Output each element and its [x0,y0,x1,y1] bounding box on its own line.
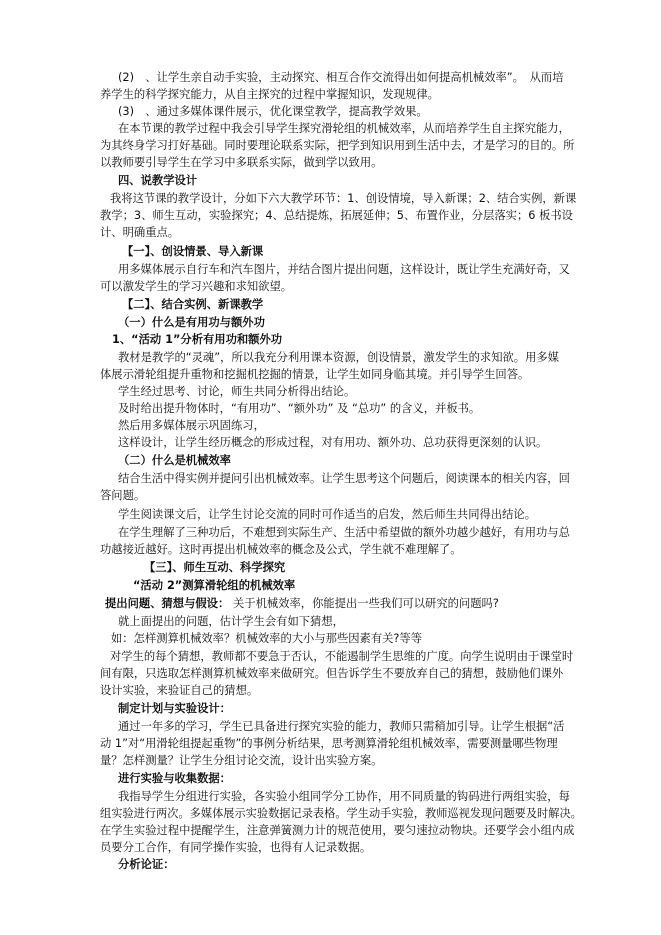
paragraph-line: 在学生理解了三种功后，不难想到实际生产、生活中希望做的额外功越少越好，有用功与总 [118,526,570,539]
step-heading: 进行实验与收集数据： [118,772,231,785]
paragraph-line: 就上面提出的问题，估计学生会有如下猜想， [118,615,344,628]
step-heading: 提出问题、猜想与假设： [105,597,230,610]
paragraph-line: 结合生活中得实例并提问引出机械效率。让学生思考这个问题后，阅读课本的相关内容，回 [118,472,570,485]
paragraph-line: 如：怎样测算机械效率？机械效率的大小与那些因素有关?等等 [111,632,423,645]
paragraph-line: 教材是教学的“灵魂”，所以我充分利用课本资源，创设情景，激发学生的求知欲。用多媒 [118,351,559,364]
paragraph-line: 以教师要引导学生在学习中多联系实际，做到学以致用。 [100,156,383,169]
paragraph-line: 间有限，只选取怎样测算机械效率来做研究。但告诉学生不要放弃自己的猜想，鼓励他们课外 [100,667,564,680]
paragraph-line: 功越接近越好。这时再提出机械效率的概念及公式，学生就不难理解了。 [100,543,462,556]
paragraph-line: 答问题。 [100,489,146,502]
paragraph-line: (2) 、让学生亲自动手实验，主动探究、相互合作交流得出如何提高机械效率”。 从而培 [118,71,564,84]
paragraph-line: 为其终身学习打好基础。同时要理论联系实际，把学到知识用到生活中去，才是学习的目的。所 [100,139,575,152]
paragraph-line: (3) 、通过多媒体课件展示，优化课堂教学，提高教学效果。 [118,105,428,118]
paragraph-line: 关于机械效率，你能提出一些我们可以研究的问题吗? [233,597,499,610]
subsection-heading: （二）什么是机械效率 [118,454,231,467]
paragraph-line: 在学生实验过程中提醒学生，注意弹簧测力计的规范使用，要匀速拉动物块。还要学会小组内成 [100,824,575,837]
paragraph-line: 通过一年多的学习，学生已具备进行探究实验的能力，教师只需稍加引导。让学生根据“活 [118,720,565,733]
paragraph-line: 我指导学生分组进行实验，各实验小组同学分工协作，用不同质量的钩码进行两组实验，每 [118,790,570,803]
paragraph-line: 量？怎样测量？让学生分组讨论交流，设计出实验方案。 [100,754,383,767]
section-heading: 四、说教学设计 [118,174,198,187]
section-heading: 【二】、结合实例、新课教学 [122,298,264,311]
paragraph-line: 计、明确重点。 [100,226,180,239]
step-heading: 制定计划与实验设计： [118,702,231,715]
paragraph-line: 这样设计，让学生经历概念的形成过程，对有用功、额外功、总功获得更深刻的认识。 [118,436,548,449]
subsection-heading: “活动 2”测算滑轮组的机械效率 [133,579,296,592]
paragraph-line: 体展示滑轮组提升重物和挖掘机挖掘的情景，让学生如同身临其境。并引导学生回答。 [100,368,530,381]
paragraph-line: 教学；3、师生互动，实验探究；4、总结提炼，拓展延伸；5、布置作业，分层落实；6 板书设 [100,209,573,222]
paragraph-line: 我将这节课的教学设计，分如下六大教学环节：1、创设情境，导入新课；2、结合实例，新课 [110,192,577,205]
paragraph-line: 养学生的科学探究能力，从自主探究的过程中掌握知识，发现规律。 [100,88,439,101]
paragraph-line: 用多媒体展示自行车和汽车图片，并结合图片提出问题，这样设计，既让学生充满好奇，又 [118,263,570,276]
paragraph-line: 然后用多媒体展示巩固练习， [118,419,265,432]
section-heading: 【三】、师生互动、科学探究 [144,561,286,574]
paragraph-line: 在本节课的教学过程中我会引导学生探究滑轮组的机械效率，从而培养学生自主探究能力， [118,122,570,135]
paragraph-line: 设计实验，来验证自己的猜想。 [100,684,259,697]
subsection-heading: （一）什么是有用功与额外功 [118,316,265,329]
paragraph-line: 组实验进行两次。多媒体展示实验数据记录表格。学生动手实验，教师巡视发现问题要及时解决。 [100,807,582,820]
paragraph-line: 学生阅读课文后，让学生讨论交流的同时可作适当的启发，然后师生共同得出结论。 [118,508,536,521]
paragraph-line: 学生经过思考、讨论，师生共同分析得出结论。 [118,385,356,398]
paragraph-line: 及时给出提升物体时，“有用功”、“额外功” 及 “总功” 的含义，并板书。 [118,402,481,415]
paragraph-line: 动 1”对“用滑轮组提起重物”的事例分析结果，思考测算滑轮组机械效率，需要测量哪些物理 [100,737,558,750]
paragraph-line: 可以激发学生的学习兴趣和求知欲望。 [100,280,293,293]
subsection-heading: 1、“活动 1”分析有用功和额外功 [112,333,283,346]
paragraph-line: 对学生的每个猜想，教师都不要急于否认，不能遏制学生思维的广度。向学生说明由于课堂时 [110,650,574,663]
paragraph-line: 员要分工合作，有同学操作实验，也得有人记录数据。 [100,841,372,854]
step-heading: 分析论证： [118,858,175,871]
section-heading: 【一】、创设情景、导入新课 [122,245,264,258]
